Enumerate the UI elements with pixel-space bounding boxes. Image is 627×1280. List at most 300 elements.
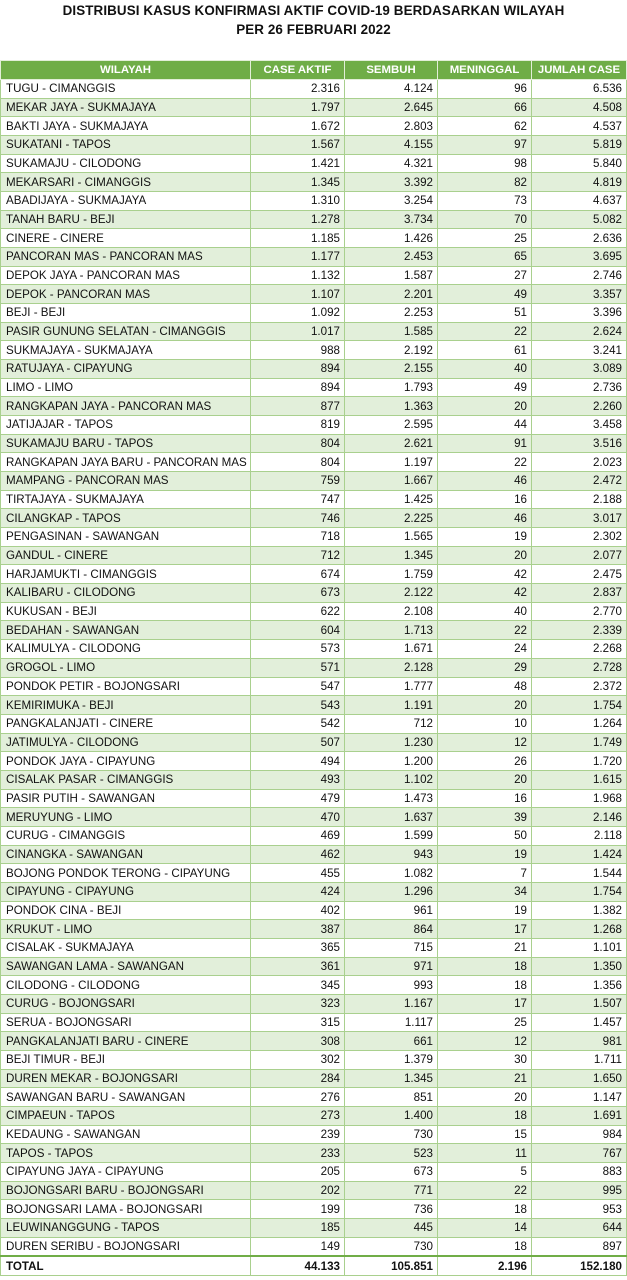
cell-jumlah-case: 897 bbox=[532, 1237, 627, 1256]
cell-wilayah: TANAH BARU - BEJI bbox=[1, 210, 251, 229]
table-row bbox=[1, 621, 627, 640]
cell-meninggal: 19 bbox=[438, 901, 532, 920]
cell-case-aktif: 712 bbox=[251, 546, 345, 565]
cell-case-aktif: 573 bbox=[251, 640, 345, 659]
total-sembuh: 105.851 bbox=[345, 1256, 438, 1275]
cell-sembuh: 2.108 bbox=[345, 602, 438, 621]
table-row bbox=[1, 584, 627, 603]
cell-wilayah: RANGKAPAN JAYA BARU - PANCORAN MAS bbox=[1, 453, 251, 472]
cell-sembuh: 1.296 bbox=[345, 882, 438, 901]
cell-wilayah: KALIMULYA - CILODONG bbox=[1, 640, 251, 659]
cell-case-aktif: 746 bbox=[251, 509, 345, 528]
cell-sembuh: 3.392 bbox=[345, 173, 438, 192]
cell-meninggal: 27 bbox=[438, 266, 532, 285]
cell-wilayah: MERUYUNG - LIMO bbox=[1, 808, 251, 827]
table-row bbox=[1, 920, 627, 939]
cell-case-aktif: 149 bbox=[251, 1237, 345, 1256]
cell-meninggal: 49 bbox=[438, 378, 532, 397]
table-row bbox=[1, 976, 627, 995]
cell-sembuh: 1.345 bbox=[345, 546, 438, 565]
cell-wilayah: SUKMAJAYA - SUKMAJAYA bbox=[1, 341, 251, 360]
table-row bbox=[1, 1013, 627, 1032]
cell-sembuh: 4.124 bbox=[345, 80, 438, 99]
cell-sembuh: 1.637 bbox=[345, 808, 438, 827]
cell-meninggal: 82 bbox=[438, 173, 532, 192]
cell-case-aktif: 718 bbox=[251, 528, 345, 547]
cell-meninggal: 11 bbox=[438, 1144, 532, 1163]
table-row bbox=[1, 1069, 627, 1088]
cell-wilayah: JATIMULYA - CILODONG bbox=[1, 733, 251, 752]
cell-case-aktif: 469 bbox=[251, 826, 345, 845]
cell-sembuh: 715 bbox=[345, 938, 438, 957]
cell-meninggal: 15 bbox=[438, 1125, 532, 1144]
cell-jumlah-case: 2.023 bbox=[532, 453, 627, 472]
cell-sembuh: 3.734 bbox=[345, 210, 438, 229]
cell-wilayah: LIMO - LIMO bbox=[1, 378, 251, 397]
cell-case-aktif: 455 bbox=[251, 864, 345, 883]
table-row bbox=[1, 1218, 627, 1237]
cell-sembuh: 1.777 bbox=[345, 677, 438, 696]
cell-case-aktif: 1.177 bbox=[251, 248, 345, 267]
cell-meninggal: 12 bbox=[438, 1032, 532, 1051]
cell-jumlah-case: 4.819 bbox=[532, 173, 627, 192]
table-row bbox=[1, 229, 627, 248]
total-label: TOTAL bbox=[1, 1256, 251, 1275]
cell-sembuh: 1.759 bbox=[345, 565, 438, 584]
cell-wilayah: CISALAK - SUKMAJAYA bbox=[1, 938, 251, 957]
total-jumlah-case: 152.180 bbox=[532, 1256, 627, 1275]
cell-sembuh: 1.102 bbox=[345, 770, 438, 789]
cell-meninggal: 20 bbox=[438, 696, 532, 715]
cell-meninggal: 66 bbox=[438, 98, 532, 117]
table-row bbox=[1, 994, 627, 1013]
cell-wilayah: CIPAYUNG JAYA - CIPAYUNG bbox=[1, 1162, 251, 1181]
cell-wilayah: BOJONG PONDOK TERONG - CIPAYUNG bbox=[1, 864, 251, 883]
title-line-1: DISTRIBUSI KASUS KONFIRMASI AKTIF COVID-19 BERDASARKAN WILAYAH bbox=[62, 3, 565, 18]
cell-meninggal: 20 bbox=[438, 770, 532, 789]
cell-jumlah-case: 1.754 bbox=[532, 882, 627, 901]
cell-meninggal: 40 bbox=[438, 360, 532, 379]
cell-case-aktif: 1.132 bbox=[251, 266, 345, 285]
cell-sembuh: 961 bbox=[345, 901, 438, 920]
cell-sembuh: 4.321 bbox=[345, 154, 438, 173]
cell-meninggal: 49 bbox=[438, 285, 532, 304]
table-row bbox=[1, 434, 627, 453]
cell-wilayah: SUKATANI - TAPOS bbox=[1, 136, 251, 155]
cell-jumlah-case: 2.268 bbox=[532, 640, 627, 659]
cell-meninggal: 24 bbox=[438, 640, 532, 659]
table-row bbox=[1, 602, 627, 621]
cell-sembuh: 1.473 bbox=[345, 789, 438, 808]
cell-jumlah-case: 1.101 bbox=[532, 938, 627, 957]
cell-jumlah-case: 5.082 bbox=[532, 210, 627, 229]
cell-sembuh: 2.155 bbox=[345, 360, 438, 379]
cell-sembuh: 1.713 bbox=[345, 621, 438, 640]
cell-case-aktif: 1.092 bbox=[251, 304, 345, 323]
cell-wilayah: BOJONGSARI LAMA - BOJONGSARI bbox=[1, 1200, 251, 1219]
cell-wilayah: KEMIRIMUKA - BEJI bbox=[1, 696, 251, 715]
table-row bbox=[1, 1106, 627, 1125]
cell-sembuh: 2.225 bbox=[345, 509, 438, 528]
cell-sembuh: 1.345 bbox=[345, 1069, 438, 1088]
cell-sembuh: 2.453 bbox=[345, 248, 438, 267]
cell-jumlah-case: 984 bbox=[532, 1125, 627, 1144]
cell-wilayah: CINERE - CINERE bbox=[1, 229, 251, 248]
cell-case-aktif: 2.316 bbox=[251, 80, 345, 99]
cell-wilayah: BEJI - BEJI bbox=[1, 304, 251, 323]
cell-jumlah-case: 883 bbox=[532, 1162, 627, 1181]
cell-sembuh: 1.585 bbox=[345, 322, 438, 341]
cell-jumlah-case: 1.382 bbox=[532, 901, 627, 920]
table-row bbox=[1, 826, 627, 845]
cell-case-aktif: 988 bbox=[251, 341, 345, 360]
cell-jumlah-case: 2.260 bbox=[532, 397, 627, 416]
cell-sembuh: 771 bbox=[345, 1181, 438, 1200]
cell-case-aktif: 747 bbox=[251, 490, 345, 509]
cell-jumlah-case: 5.819 bbox=[532, 136, 627, 155]
cell-sembuh: 943 bbox=[345, 845, 438, 864]
cell-meninggal: 51 bbox=[438, 304, 532, 323]
cell-meninggal: 73 bbox=[438, 192, 532, 211]
cell-wilayah: DUREN SERIBU - BOJONGSARI bbox=[1, 1237, 251, 1256]
cell-case-aktif: 202 bbox=[251, 1181, 345, 1200]
cell-jumlah-case: 2.118 bbox=[532, 826, 627, 845]
cell-jumlah-case: 2.146 bbox=[532, 808, 627, 827]
table-row bbox=[1, 938, 627, 957]
cell-jumlah-case: 1.457 bbox=[532, 1013, 627, 1032]
cell-wilayah: PASIR GUNUNG SELATAN - CIMANGGIS bbox=[1, 322, 251, 341]
cell-jumlah-case: 3.516 bbox=[532, 434, 627, 453]
cell-jumlah-case: 2.770 bbox=[532, 602, 627, 621]
table-row bbox=[1, 733, 627, 752]
table-row bbox=[1, 565, 627, 584]
cell-jumlah-case: 2.837 bbox=[532, 584, 627, 603]
cell-meninggal: 42 bbox=[438, 584, 532, 603]
cell-sembuh: 2.253 bbox=[345, 304, 438, 323]
table-row bbox=[1, 789, 627, 808]
table-row bbox=[1, 341, 627, 360]
cell-sembuh: 2.621 bbox=[345, 434, 438, 453]
cell-meninggal: 21 bbox=[438, 1069, 532, 1088]
cell-wilayah: RATUJAYA - CIPAYUNG bbox=[1, 360, 251, 379]
cell-jumlah-case: 981 bbox=[532, 1032, 627, 1051]
cell-jumlah-case: 1.691 bbox=[532, 1106, 627, 1125]
column-header-sembuh: SEMBUH bbox=[345, 61, 438, 80]
cell-meninggal: 16 bbox=[438, 490, 532, 509]
cell-meninggal: 25 bbox=[438, 1013, 532, 1032]
cell-sembuh: 971 bbox=[345, 957, 438, 976]
cell-sembuh: 2.122 bbox=[345, 584, 438, 603]
table-row bbox=[1, 901, 627, 920]
table-row bbox=[1, 416, 627, 435]
cell-meninggal: 26 bbox=[438, 752, 532, 771]
cell-jumlah-case: 6.536 bbox=[532, 80, 627, 99]
cell-meninggal: 20 bbox=[438, 397, 532, 416]
cell-sembuh: 1.230 bbox=[345, 733, 438, 752]
cell-case-aktif: 507 bbox=[251, 733, 345, 752]
cell-jumlah-case: 2.636 bbox=[532, 229, 627, 248]
table-row bbox=[1, 154, 627, 173]
cell-jumlah-case: 2.372 bbox=[532, 677, 627, 696]
cell-sembuh: 673 bbox=[345, 1162, 438, 1181]
cell-sembuh: 712 bbox=[345, 714, 438, 733]
cell-meninggal: 18 bbox=[438, 976, 532, 995]
cell-wilayah: CINANGKA - SAWANGAN bbox=[1, 845, 251, 864]
table-row bbox=[1, 864, 627, 883]
table-row bbox=[1, 304, 627, 323]
cell-sembuh: 1.565 bbox=[345, 528, 438, 547]
table-row bbox=[1, 1162, 627, 1181]
cell-case-aktif: 877 bbox=[251, 397, 345, 416]
cell-case-aktif: 894 bbox=[251, 378, 345, 397]
cell-sembuh: 3.254 bbox=[345, 192, 438, 211]
cell-wilayah: SUKAMAJU - CILODONG bbox=[1, 154, 251, 173]
table-row bbox=[1, 770, 627, 789]
table-row bbox=[1, 640, 627, 659]
cell-wilayah: KEDAUNG - SAWANGAN bbox=[1, 1125, 251, 1144]
cell-wilayah: BAKTI JAYA - SUKMAJAYA bbox=[1, 117, 251, 136]
cell-jumlah-case: 3.695 bbox=[532, 248, 627, 267]
cell-case-aktif: 361 bbox=[251, 957, 345, 976]
cell-jumlah-case: 3.357 bbox=[532, 285, 627, 304]
cell-jumlah-case: 3.396 bbox=[532, 304, 627, 323]
cell-case-aktif: 1.310 bbox=[251, 192, 345, 211]
cell-meninggal: 18 bbox=[438, 957, 532, 976]
cell-meninggal: 20 bbox=[438, 546, 532, 565]
table-row bbox=[1, 453, 627, 472]
cell-sembuh: 851 bbox=[345, 1088, 438, 1107]
cell-wilayah: LEUWINANGGUNG - TAPOS bbox=[1, 1218, 251, 1237]
cell-sembuh: 661 bbox=[345, 1032, 438, 1051]
cell-jumlah-case: 953 bbox=[532, 1200, 627, 1219]
table-row bbox=[1, 882, 627, 901]
total-row bbox=[1, 1256, 627, 1275]
cell-meninggal: 17 bbox=[438, 920, 532, 939]
cell-meninggal: 91 bbox=[438, 434, 532, 453]
table-row bbox=[1, 714, 627, 733]
cell-jumlah-case: 3.241 bbox=[532, 341, 627, 360]
cell-case-aktif: 462 bbox=[251, 845, 345, 864]
cell-case-aktif: 365 bbox=[251, 938, 345, 957]
table-body bbox=[1, 80, 627, 1257]
cell-meninggal: 21 bbox=[438, 938, 532, 957]
cell-wilayah: TUGU - CIMANGGIS bbox=[1, 80, 251, 99]
table-row bbox=[1, 173, 627, 192]
table-row bbox=[1, 1181, 627, 1200]
cell-meninggal: 25 bbox=[438, 229, 532, 248]
cell-sembuh: 2.192 bbox=[345, 341, 438, 360]
cell-sembuh: 2.595 bbox=[345, 416, 438, 435]
cell-wilayah: CURUG - CIMANGGIS bbox=[1, 826, 251, 845]
cell-case-aktif: 345 bbox=[251, 976, 345, 995]
cell-wilayah: PANGKALANJATI - CINERE bbox=[1, 714, 251, 733]
cell-case-aktif: 494 bbox=[251, 752, 345, 771]
table-row bbox=[1, 378, 627, 397]
table-row bbox=[1, 528, 627, 547]
table-row bbox=[1, 98, 627, 117]
cell-case-aktif: 1.567 bbox=[251, 136, 345, 155]
cell-wilayah: SAWANGAN BARU - SAWANGAN bbox=[1, 1088, 251, 1107]
cell-wilayah: ABADIJAYA - SUKMAJAYA bbox=[1, 192, 251, 211]
cell-meninggal: 12 bbox=[438, 733, 532, 752]
cell-jumlah-case: 3.089 bbox=[532, 360, 627, 379]
cell-jumlah-case: 1.356 bbox=[532, 976, 627, 995]
cell-wilayah: MEKAR JAYA - SUKMAJAYA bbox=[1, 98, 251, 117]
cell-case-aktif: 1.017 bbox=[251, 322, 345, 341]
cell-meninggal: 62 bbox=[438, 117, 532, 136]
table-row bbox=[1, 957, 627, 976]
cell-meninggal: 97 bbox=[438, 136, 532, 155]
cell-case-aktif: 233 bbox=[251, 1144, 345, 1163]
table-header-row bbox=[1, 61, 627, 80]
cell-wilayah: KUKUSAN - BEJI bbox=[1, 602, 251, 621]
table-row bbox=[1, 509, 627, 528]
cell-jumlah-case: 767 bbox=[532, 1144, 627, 1163]
cell-case-aktif: 199 bbox=[251, 1200, 345, 1219]
cell-case-aktif: 604 bbox=[251, 621, 345, 640]
cell-sembuh: 993 bbox=[345, 976, 438, 995]
table-row bbox=[1, 677, 627, 696]
cell-sembuh: 1.167 bbox=[345, 994, 438, 1013]
cell-jumlah-case: 2.339 bbox=[532, 621, 627, 640]
cell-jumlah-case: 1.650 bbox=[532, 1069, 627, 1088]
cell-sembuh: 730 bbox=[345, 1237, 438, 1256]
cell-meninggal: 22 bbox=[438, 453, 532, 472]
table-row bbox=[1, 546, 627, 565]
cell-meninggal: 16 bbox=[438, 789, 532, 808]
cell-case-aktif: 1.185 bbox=[251, 229, 345, 248]
cell-sembuh: 1.425 bbox=[345, 490, 438, 509]
table-row bbox=[1, 117, 627, 136]
cell-case-aktif: 387 bbox=[251, 920, 345, 939]
total-meninggal: 2.196 bbox=[438, 1256, 532, 1275]
table-row bbox=[1, 490, 627, 509]
cell-jumlah-case: 1.754 bbox=[532, 696, 627, 715]
cell-wilayah: PANGKALANJATI BARU - CINERE bbox=[1, 1032, 251, 1051]
cell-meninggal: 19 bbox=[438, 845, 532, 864]
cell-meninggal: 20 bbox=[438, 1088, 532, 1107]
cell-meninggal: 44 bbox=[438, 416, 532, 435]
cell-meninggal: 61 bbox=[438, 341, 532, 360]
cell-meninggal: 7 bbox=[438, 864, 532, 883]
cell-sembuh: 1.400 bbox=[345, 1106, 438, 1125]
cell-sembuh: 523 bbox=[345, 1144, 438, 1163]
cell-case-aktif: 673 bbox=[251, 584, 345, 603]
table-row bbox=[1, 192, 627, 211]
cell-case-aktif: 185 bbox=[251, 1218, 345, 1237]
cell-jumlah-case: 4.537 bbox=[532, 117, 627, 136]
cell-jumlah-case: 2.188 bbox=[532, 490, 627, 509]
cell-sembuh: 1.117 bbox=[345, 1013, 438, 1032]
table-row bbox=[1, 808, 627, 827]
cell-sembuh: 2.803 bbox=[345, 117, 438, 136]
cell-sembuh: 864 bbox=[345, 920, 438, 939]
cell-wilayah: KALIBARU - CILODONG bbox=[1, 584, 251, 603]
cell-wilayah: RANGKAPAN JAYA - PANCORAN MAS bbox=[1, 397, 251, 416]
cell-case-aktif: 1.421 bbox=[251, 154, 345, 173]
cell-case-aktif: 542 bbox=[251, 714, 345, 733]
cell-jumlah-case: 2.746 bbox=[532, 266, 627, 285]
cell-jumlah-case: 3.017 bbox=[532, 509, 627, 528]
cell-sembuh: 2.645 bbox=[345, 98, 438, 117]
cell-sembuh: 1.082 bbox=[345, 864, 438, 883]
cell-wilayah: CIPAYUNG - CIPAYUNG bbox=[1, 882, 251, 901]
cell-case-aktif: 804 bbox=[251, 453, 345, 472]
cell-jumlah-case: 995 bbox=[532, 1181, 627, 1200]
cell-meninggal: 18 bbox=[438, 1106, 532, 1125]
cell-wilayah: SUKAMAJU BARU - TAPOS bbox=[1, 434, 251, 453]
table-row bbox=[1, 1032, 627, 1051]
cell-meninggal: 98 bbox=[438, 154, 532, 173]
cell-case-aktif: 308 bbox=[251, 1032, 345, 1051]
cell-sembuh: 736 bbox=[345, 1200, 438, 1219]
cell-meninggal: 40 bbox=[438, 602, 532, 621]
table-row bbox=[1, 285, 627, 304]
cell-wilayah: BEDAHAN - SAWANGAN bbox=[1, 621, 251, 640]
title-line-2: PER 26 FEBRUARI 2022 bbox=[236, 22, 391, 37]
cell-wilayah: PONDOK JAYA - CIPAYUNG bbox=[1, 752, 251, 771]
table-row bbox=[1, 210, 627, 229]
cell-meninggal: 42 bbox=[438, 565, 532, 584]
cell-wilayah: MAMPANG - PANCORAN MAS bbox=[1, 472, 251, 491]
cell-case-aktif: 571 bbox=[251, 658, 345, 677]
cell-jumlah-case: 4.508 bbox=[532, 98, 627, 117]
cell-wilayah: CILANGKAP - TAPOS bbox=[1, 509, 251, 528]
cell-case-aktif: 402 bbox=[251, 901, 345, 920]
cell-case-aktif: 1.672 bbox=[251, 117, 345, 136]
cell-jumlah-case: 2.624 bbox=[532, 322, 627, 341]
cell-meninggal: 46 bbox=[438, 509, 532, 528]
cell-sembuh: 730 bbox=[345, 1125, 438, 1144]
cell-jumlah-case: 1.749 bbox=[532, 733, 627, 752]
table-row bbox=[1, 1088, 627, 1107]
data-table bbox=[0, 60, 627, 1276]
column-header-meninggal: MENINGGAL bbox=[438, 61, 532, 80]
cell-wilayah: PASIR PUTIH - SAWANGAN bbox=[1, 789, 251, 808]
cell-wilayah: CILODONG - CILODONG bbox=[1, 976, 251, 995]
cell-sembuh: 1.587 bbox=[345, 266, 438, 285]
cell-sembuh: 1.426 bbox=[345, 229, 438, 248]
cell-jumlah-case: 2.472 bbox=[532, 472, 627, 491]
cell-wilayah: GANDUL - CINERE bbox=[1, 546, 251, 565]
cell-meninggal: 29 bbox=[438, 658, 532, 677]
table-row bbox=[1, 1050, 627, 1069]
cell-sembuh: 1.667 bbox=[345, 472, 438, 491]
table-row bbox=[1, 322, 627, 341]
cell-wilayah: TIRTAJAYA - SUKMAJAYA bbox=[1, 490, 251, 509]
cell-case-aktif: 479 bbox=[251, 789, 345, 808]
cell-sembuh: 1.200 bbox=[345, 752, 438, 771]
table-row bbox=[1, 696, 627, 715]
cell-case-aktif: 239 bbox=[251, 1125, 345, 1144]
cell-wilayah: CIMPAEUN - TAPOS bbox=[1, 1106, 251, 1125]
cell-case-aktif: 493 bbox=[251, 770, 345, 789]
table-row bbox=[1, 1200, 627, 1219]
table-row bbox=[1, 80, 627, 99]
cell-sembuh: 2.201 bbox=[345, 285, 438, 304]
cell-case-aktif: 276 bbox=[251, 1088, 345, 1107]
table-row bbox=[1, 136, 627, 155]
cell-sembuh: 1.363 bbox=[345, 397, 438, 416]
cell-jumlah-case: 5.840 bbox=[532, 154, 627, 173]
cell-jumlah-case: 1.147 bbox=[532, 1088, 627, 1107]
cell-case-aktif: 284 bbox=[251, 1069, 345, 1088]
cell-case-aktif: 674 bbox=[251, 565, 345, 584]
cell-wilayah: DEPOK - PANCORAN MAS bbox=[1, 285, 251, 304]
cell-sembuh: 445 bbox=[345, 1218, 438, 1237]
cell-case-aktif: 804 bbox=[251, 434, 345, 453]
cell-sembuh: 2.128 bbox=[345, 658, 438, 677]
